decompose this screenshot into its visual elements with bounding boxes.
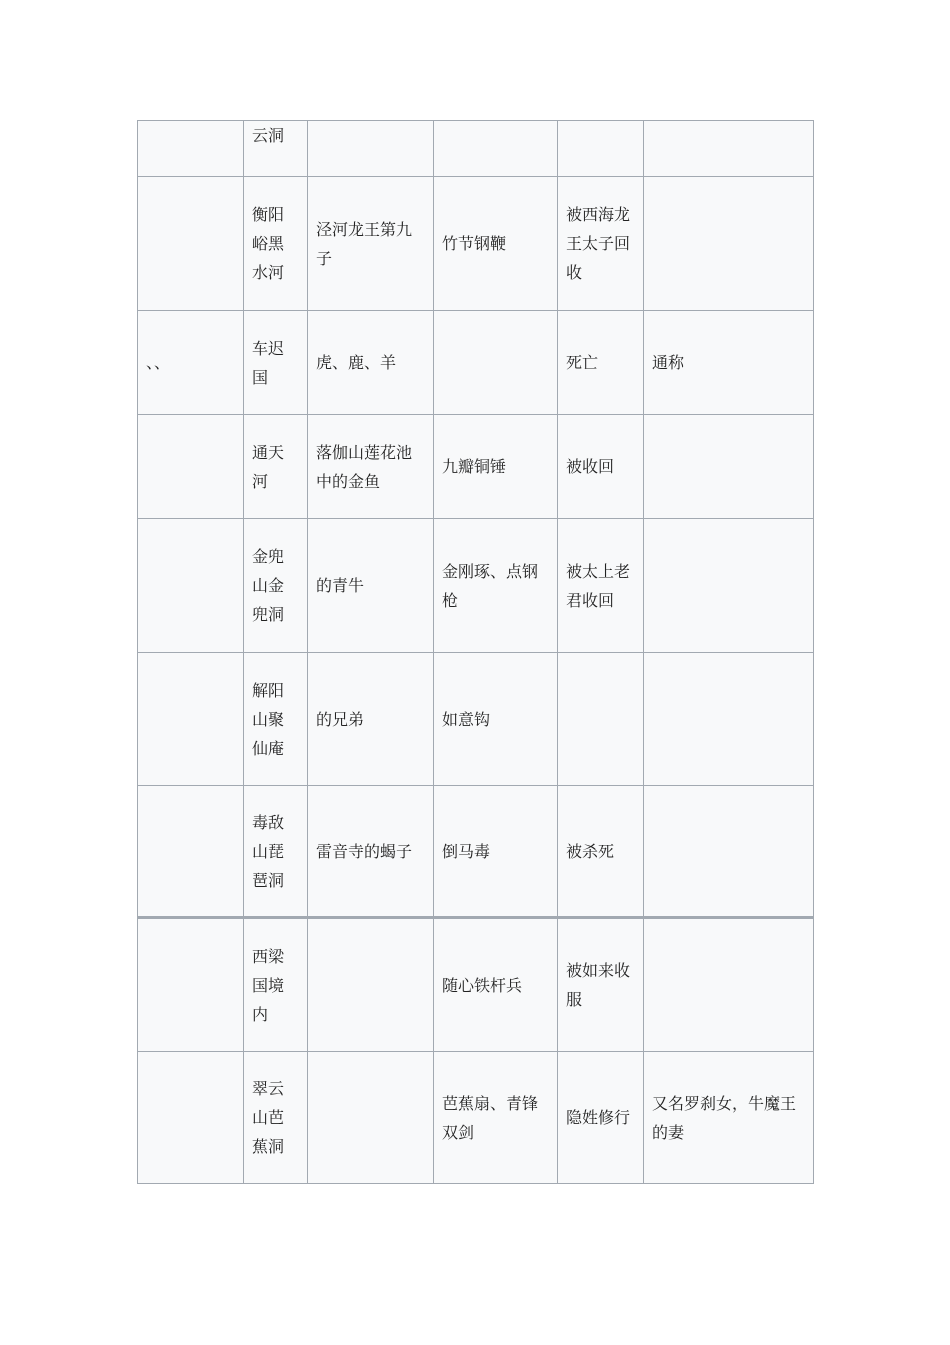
table-cell: [138, 121, 244, 177]
table-cell: 毒敌山琵琶洞: [244, 786, 308, 918]
table-cell: 、、: [138, 311, 244, 415]
table-cell: 衡阳峪黑水河: [244, 177, 308, 311]
table-cell: [558, 653, 644, 786]
table-cell: 被收回: [558, 415, 644, 519]
table-row: [138, 1052, 814, 1184]
table-cell: 通天河: [244, 415, 308, 519]
table-cell: [308, 1052, 434, 1184]
table-cell: [308, 918, 434, 1052]
table-cell: 虎、鹿、羊: [308, 311, 434, 415]
table-cell: [644, 415, 814, 519]
table-cell: 解阳山聚仙庵: [244, 653, 308, 786]
table-cell: [434, 311, 558, 415]
table-cell: [138, 653, 244, 786]
table-cell: 被如来收服: [558, 918, 644, 1052]
table-cell: 的兄弟: [308, 653, 434, 786]
table-cell: [434, 121, 558, 177]
table-cell: 翠云山芭蕉洞: [244, 1052, 308, 1184]
table-cell: 被杀死: [558, 786, 644, 918]
table-row: [138, 177, 814, 311]
table-cell: 雷音寺的蝎子: [308, 786, 434, 918]
table-cell: 被西海龙王太子回收: [558, 177, 644, 311]
table-cell: [138, 918, 244, 1052]
table-cell: 落伽山莲花池中的金鱼: [308, 415, 434, 519]
table-cell: 的青牛: [308, 519, 434, 653]
table-cell: [138, 415, 244, 519]
table-cell: 隐姓修行: [558, 1052, 644, 1184]
table-cell: [138, 519, 244, 653]
table-cell: 泾河龙王第九子: [308, 177, 434, 311]
table-cell: [644, 786, 814, 918]
table-row: [138, 121, 814, 177]
table-cell: 金刚琢、点钢枪: [434, 519, 558, 653]
table-cell: 又名罗刹女，牛魔王的妻: [644, 1052, 814, 1184]
table-cell: 九瓣铜锤: [434, 415, 558, 519]
table-cell: [138, 1052, 244, 1184]
table-cell: [644, 177, 814, 311]
table-row: [138, 519, 814, 653]
table-cell: [138, 177, 244, 311]
table-cell: 车迟国: [244, 311, 308, 415]
table-cell: [644, 653, 814, 786]
table-cell: 死亡: [558, 311, 644, 415]
table-cell: [308, 121, 434, 177]
table-cell: 芭蕉扇、青锋双剑: [434, 1052, 558, 1184]
table-row: [138, 653, 814, 786]
table-row: [138, 415, 814, 519]
table-cell: 被太上老君收回: [558, 519, 644, 653]
table-cell: 云洞: [244, 121, 308, 177]
data-table: [137, 120, 814, 1184]
table-row: [138, 786, 814, 918]
table-row: [138, 918, 814, 1052]
table-cell: [558, 121, 644, 177]
table-cell: [644, 121, 814, 177]
table-row: [138, 311, 814, 415]
table-cell: [138, 786, 244, 918]
table-cell: 竹节钢鞭: [434, 177, 558, 311]
table-cell: 金兜山金兜洞: [244, 519, 308, 653]
table-cell: [644, 918, 814, 1052]
table-cell: 通称: [644, 311, 814, 415]
table-cell: 如意钩: [434, 653, 558, 786]
table-cell: 西梁国境内: [244, 918, 308, 1052]
table-cell: [644, 519, 814, 653]
table-cell: 随心铁杆兵: [434, 918, 558, 1052]
table-cell: 倒马毒: [434, 786, 558, 918]
